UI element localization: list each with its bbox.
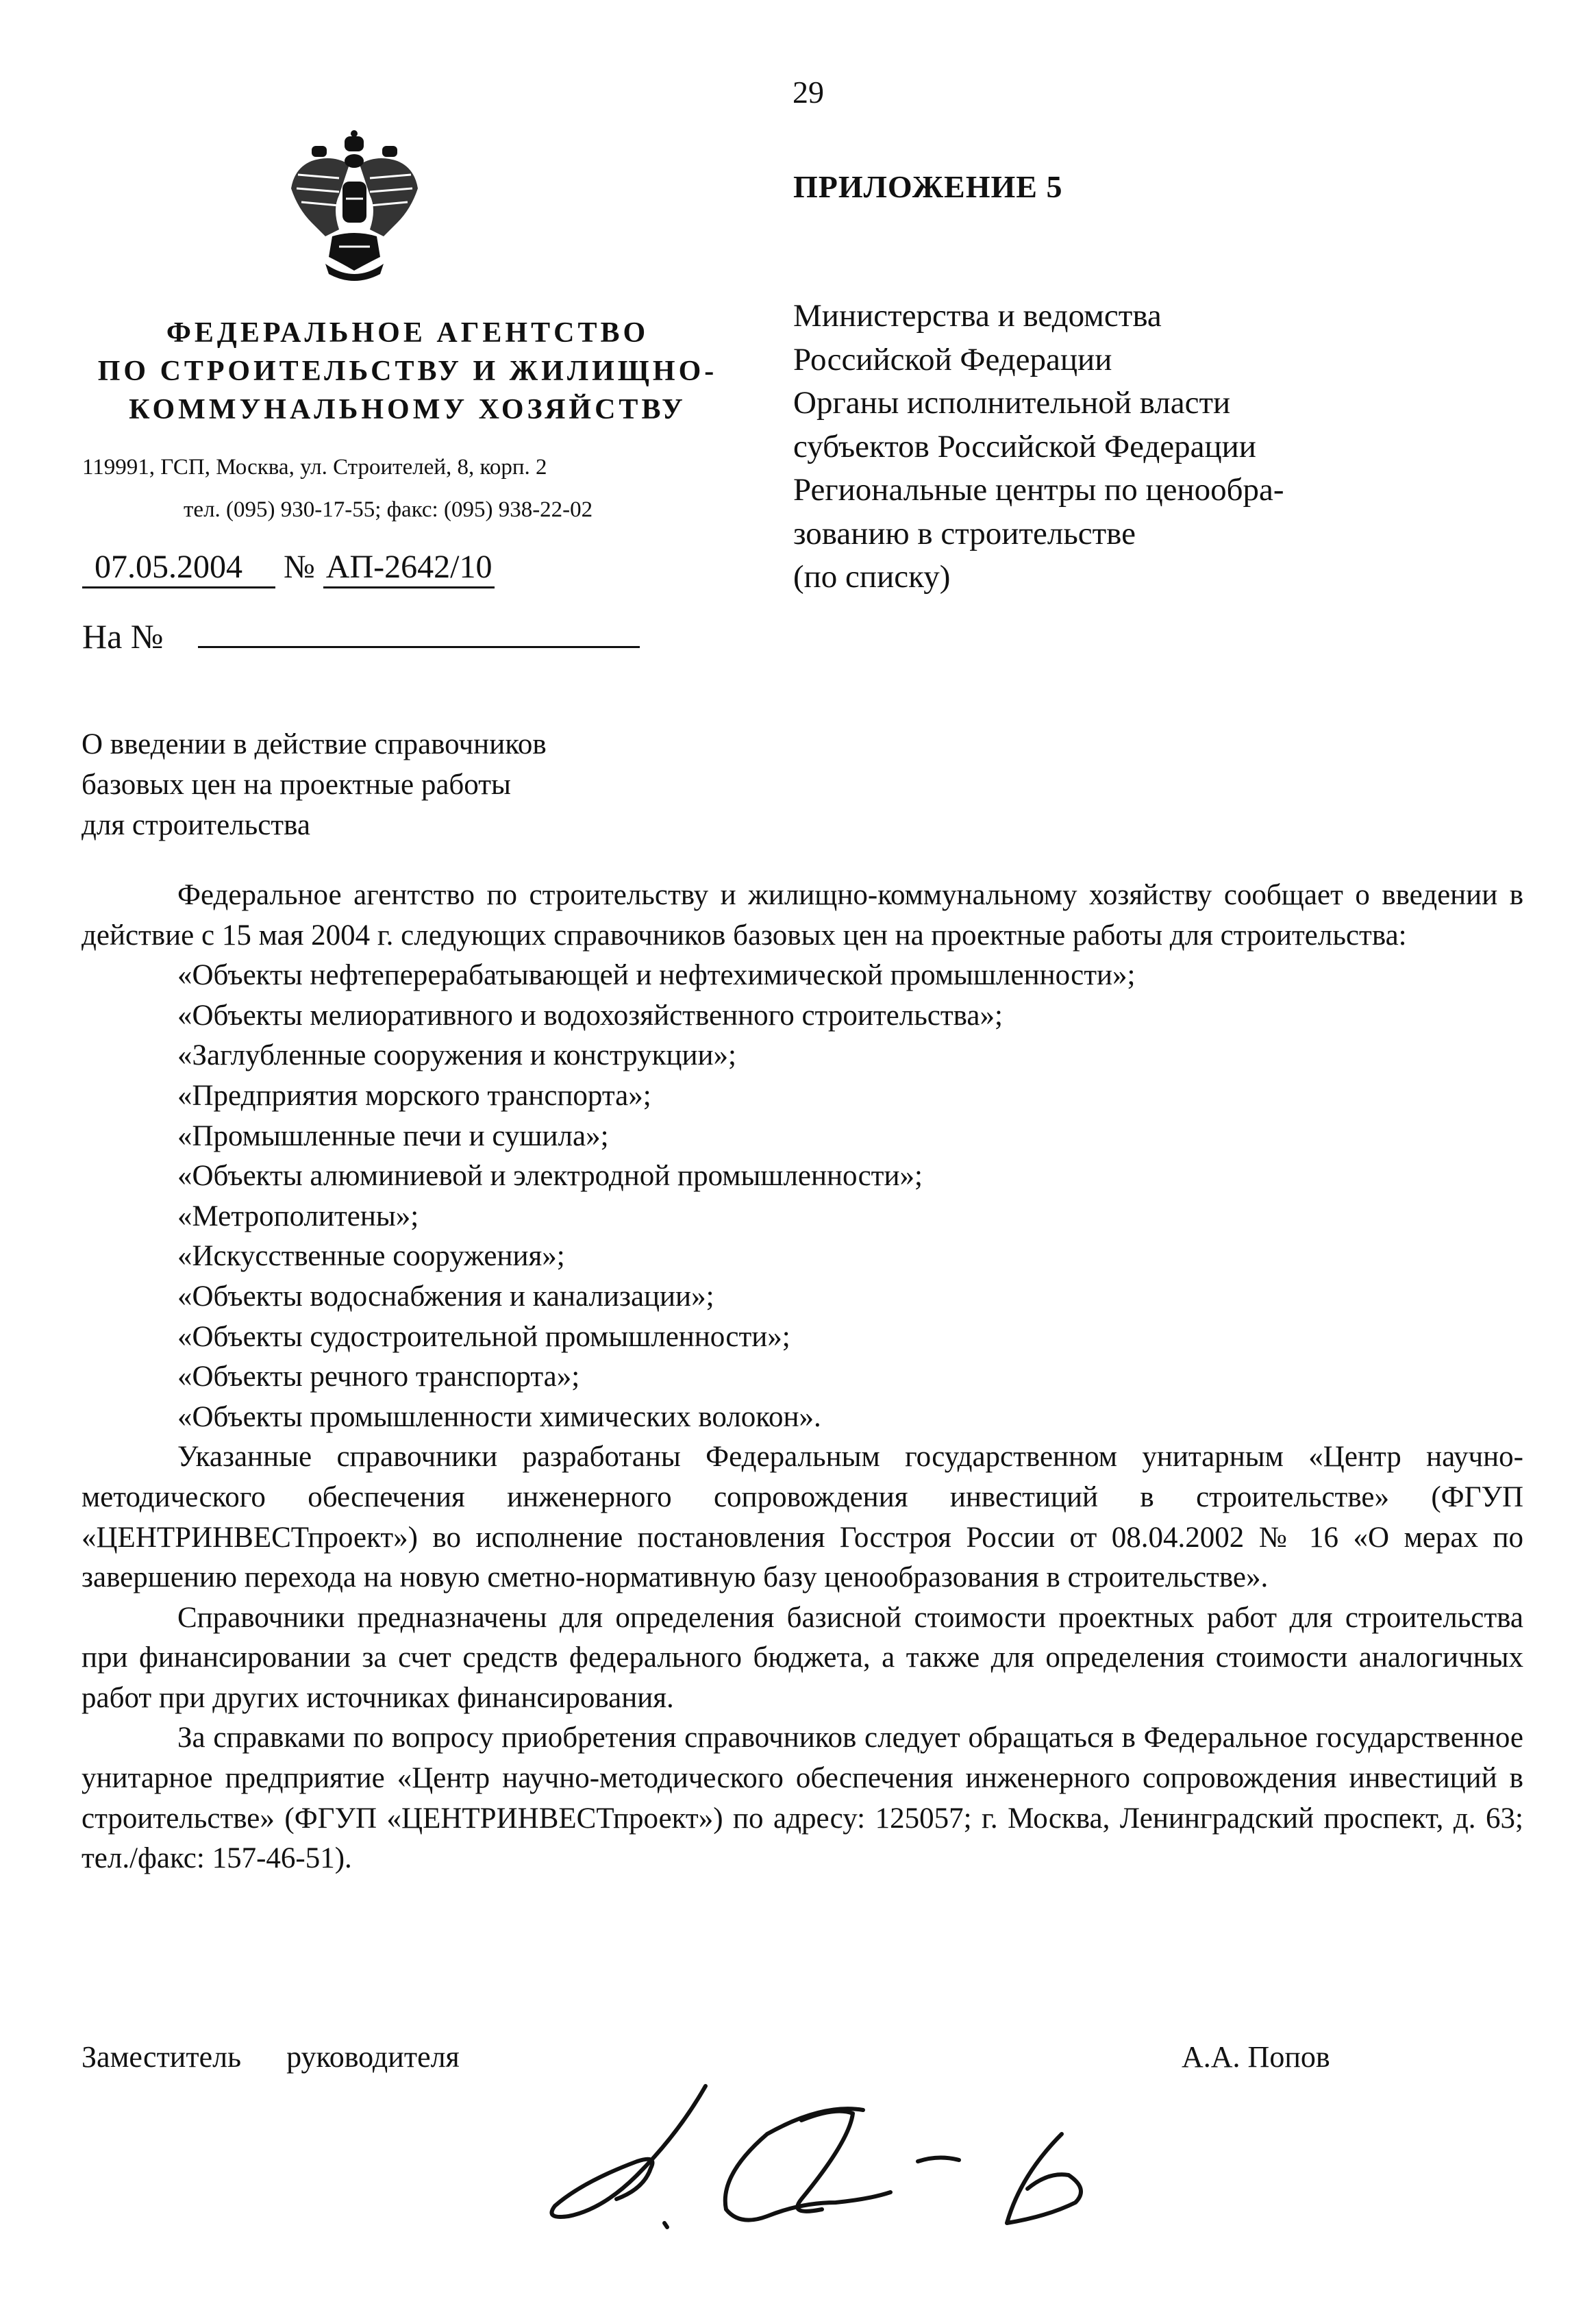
list-item: «Метрополитены»;: [177, 1200, 419, 1232]
intro-paragraph: Федеральное агентство по строительству и жилищно-коммунальному хозяйству сообщает о введении в действие с 15 мая 2004 г. следующих справочников базовых цен на проектные работы для строительства:: [82, 879, 1523, 952]
paragraph: Справочники предназначены для определения базисной стоимости проектных работ для строительства при финансировании за счет средств федерального бюджета, а также для определения стоимости аналогичных работ при других источниках финансирования.: [82, 1601, 1523, 1714]
agency-name: [89, 314, 726, 429]
registration-line: [82, 548, 495, 588]
agency-line: ФЕДЕРАЛЬНОЕ АГЕНТСТВО: [166, 317, 649, 349]
list-item: «Объекты алюминиевой и электродной промышленности»;: [177, 1160, 923, 1193]
agency-address: 119991, ГСП, Москва, ул. Строителей, 8, корп. 2: [82, 455, 547, 480]
list-item: «Предприятия морского транспорта»;: [177, 1079, 651, 1112]
recipient-line: Органы исполнительной власти: [793, 385, 1231, 421]
recipient-line: Региональные центры по ценообра-: [793, 472, 1284, 508]
subject-line: базовых цен на проектные работы: [82, 769, 511, 801]
list-item: «Объекты водоснабжения и канализации»;: [177, 1280, 714, 1313]
number-sign: №: [284, 549, 315, 585]
paragraph: За справками по вопросу приобретения справочников следует обращаться в Федеральное государственное унитарное предприятие «Центр научно-методического обеспечения инженерного сопровождения инвестиций в строительстве» (ФГУП «ЦЕНТРИНВЕСТпроект») по адресу: 125057; г. Москва, Ленинградский проспект, д. 63; тел./факс: 157-46-51).: [82, 1722, 1523, 1875]
list-item: «Объекты мелиоративного и водохозяйственного строительства»;: [177, 999, 1003, 1032]
list-item: «Промышленные печи и сушила»;: [177, 1119, 609, 1152]
signatory-title-word: руководителя: [286, 2040, 460, 2074]
coat-of-arms-emblem: [284, 127, 425, 284]
list-item: «Объекты речного транспорта»;: [177, 1361, 580, 1393]
signatory-title-word: Заместитель: [82, 2040, 242, 2074]
paragraph: Указанные справочники разработаны Федеральным государственном унитарным «Центр научно-методического обеспечения инженерного сопровождения инвестиций в строительстве» (ФГУП «ЦЕНТРИНВЕСТпроект») во исполнение постановления Госстроя России от 08.04.2002 № 16 «О мерах по завершению перехода на новую сметно-нормативную базу ценообразования в строительстве».: [82, 1441, 1523, 1594]
reply-label: На №: [82, 617, 164, 656]
list-item: «Объекты нефтеперерабатывающей и нефтехимической промышленности»;: [177, 959, 1136, 992]
agency-line: ПО СТРОИТЕЛЬСТВУ И ЖИЛИЩНО-: [97, 356, 718, 387]
list-item: «Объекты судостроительной промышленности»;: [177, 1320, 790, 1353]
recipients: [793, 295, 1284, 599]
recipient-line: Российской Федерации: [793, 341, 1112, 377]
signatory-title: [82, 2039, 460, 2074]
document-date: 07.05.2004: [82, 548, 275, 588]
handwritten-signature: [479, 2079, 1192, 2237]
agency-phone: тел. (095) 930-17-55; факс: (095) 938-22-02: [184, 497, 593, 522]
appendix-label: ПРИЛОЖЕНИЕ 5: [793, 169, 1063, 204]
signatory-name: А.А. Попов: [1182, 2040, 1330, 2074]
reply-number-blank: [198, 625, 640, 648]
list-item: «Искусственные сооружения»;: [177, 1240, 565, 1273]
reply-reference: [82, 617, 640, 656]
letter-body: [82, 876, 1523, 1879]
subject-line: О введении в действие справочников: [82, 728, 547, 760]
list-item: «Заглубленные сооружения и конструкции»;: [177, 1039, 736, 1072]
recipient-line: субъектов Российской Федерации: [793, 428, 1256, 464]
recipient-line: Министерства и ведомства: [793, 298, 1162, 334]
subject: [82, 724, 547, 845]
recipient-line: (по списку): [793, 559, 951, 595]
agency-line: КОММУНАЛЬНОМУ ХОЗЯЙСТВУ: [129, 394, 686, 425]
page-number: 29: [793, 75, 824, 110]
document-number: АП-2642/10: [323, 548, 495, 588]
recipient-line: зованию в строительстве: [793, 515, 1136, 551]
subject-line: для строительства: [82, 809, 310, 841]
list-item: «Объекты промышленности химических волокон».: [177, 1400, 821, 1433]
